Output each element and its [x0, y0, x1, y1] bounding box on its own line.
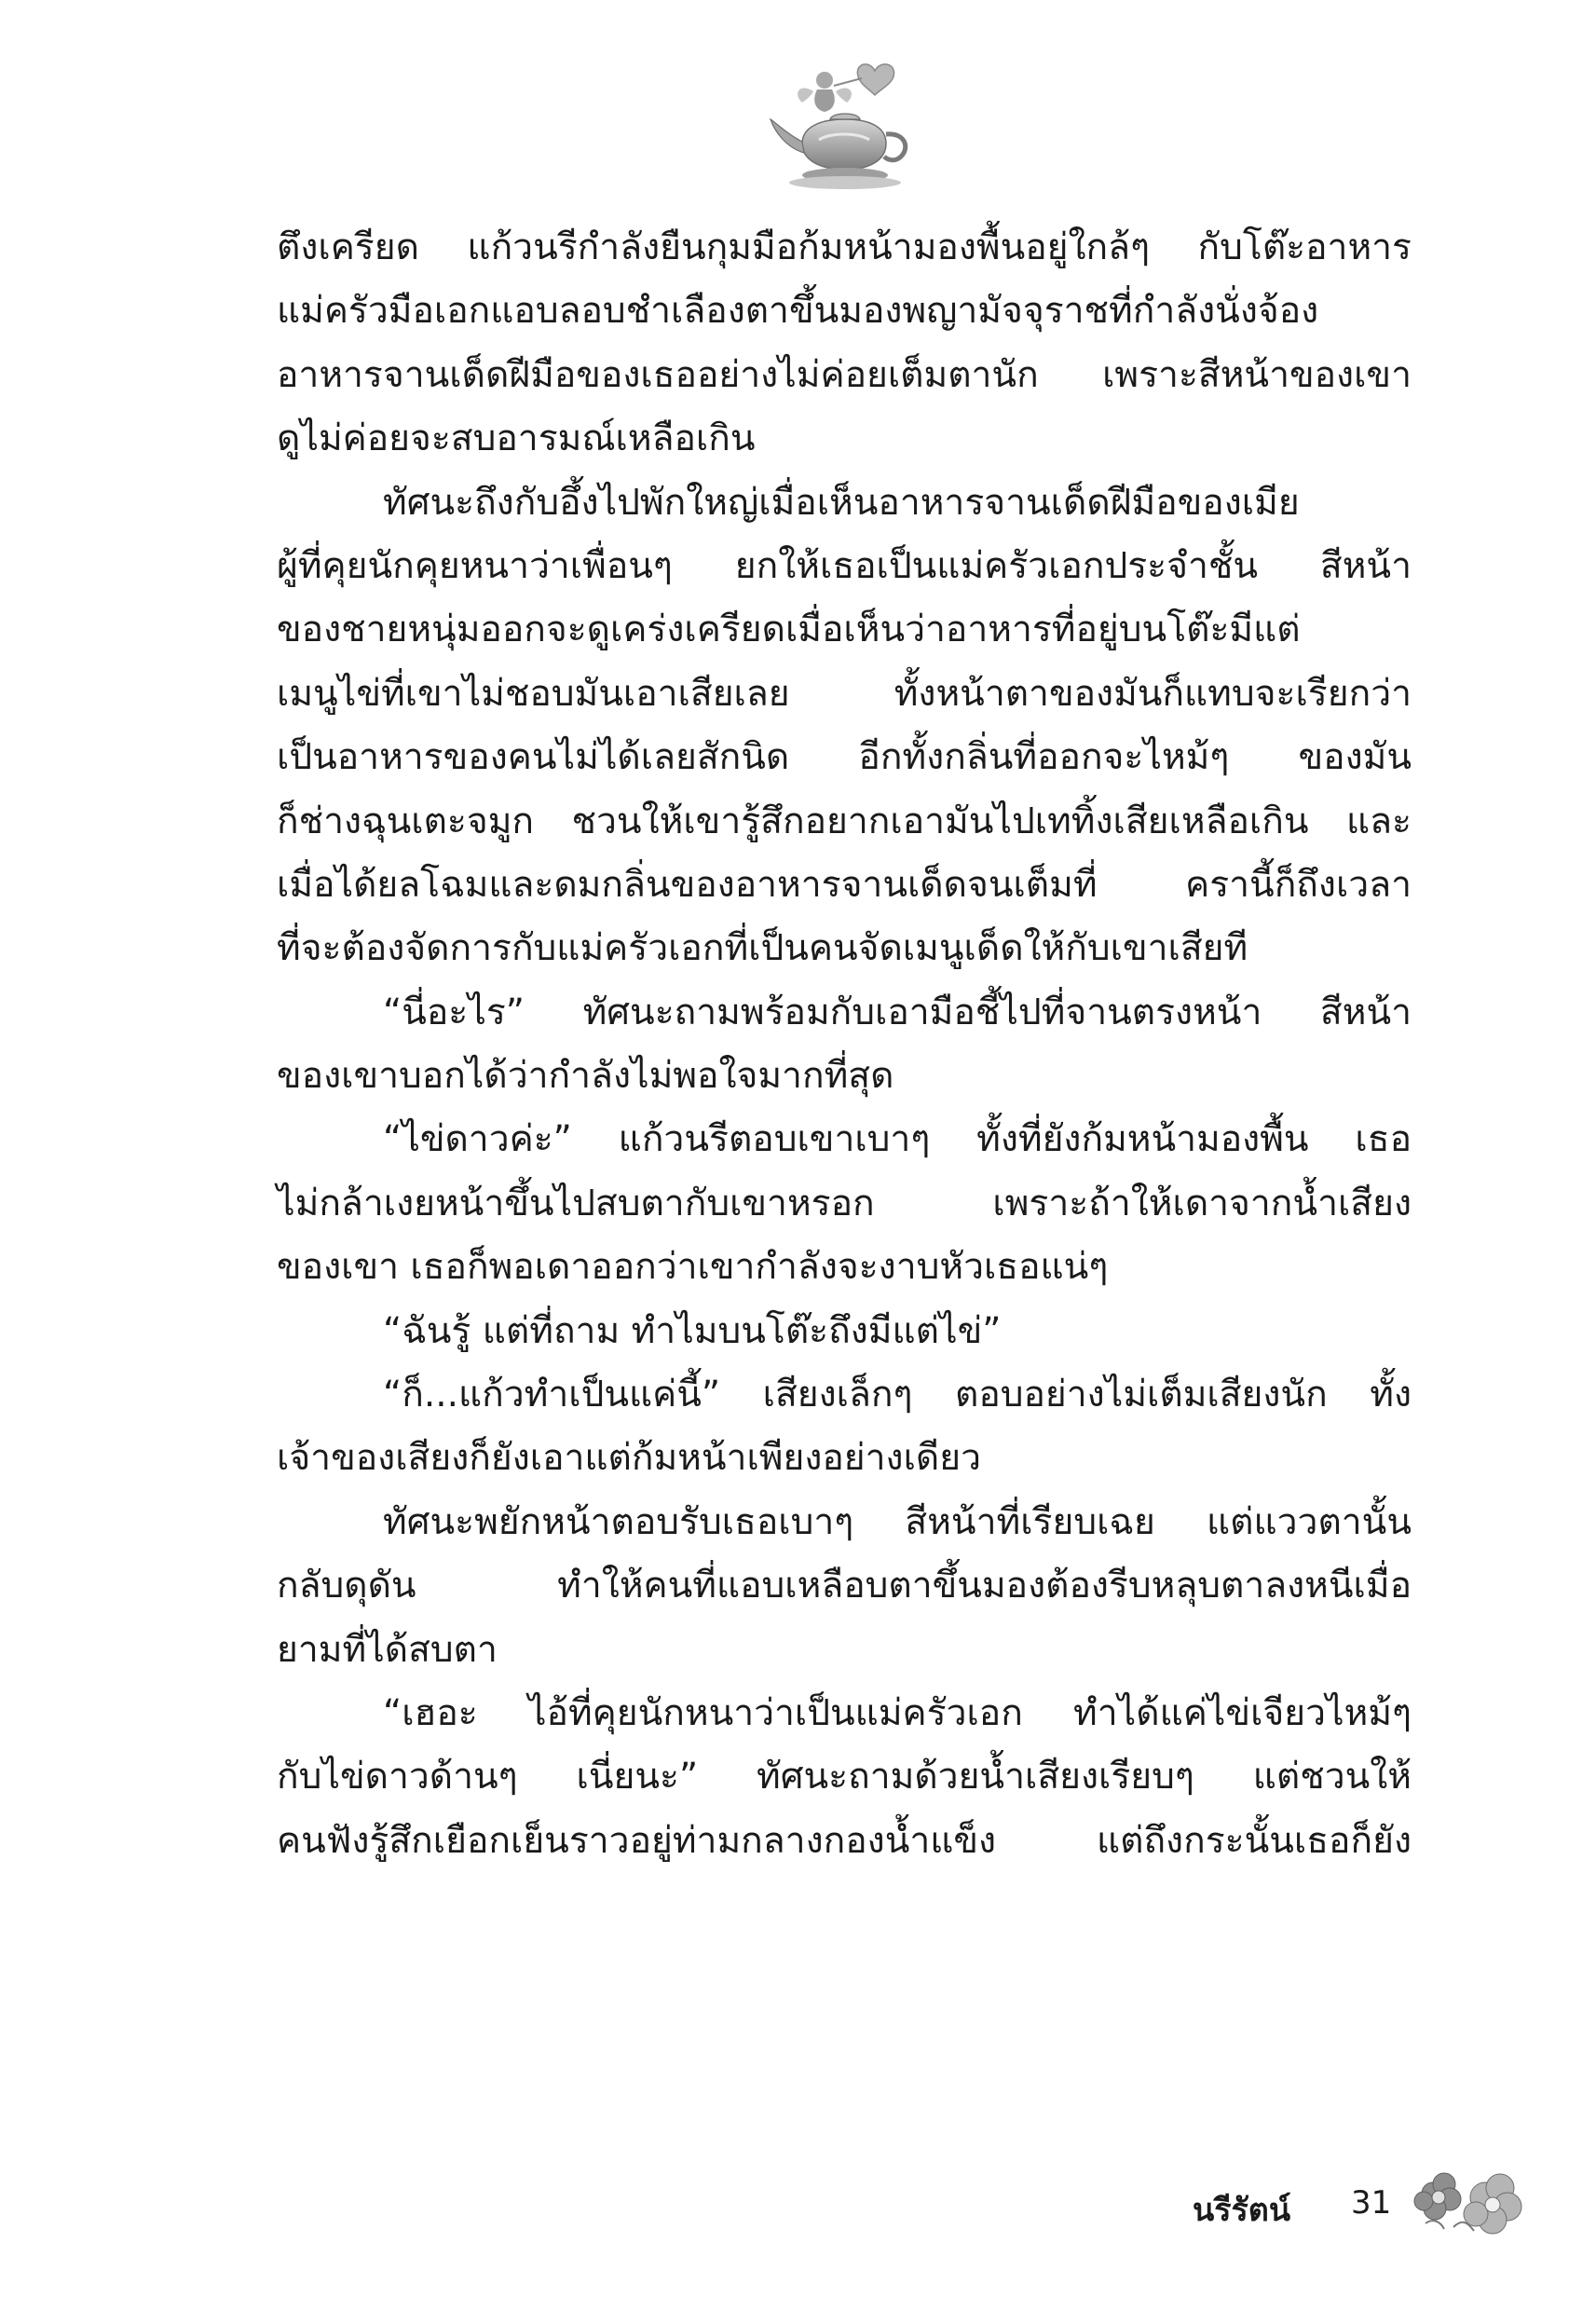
- page-number: 31: [1351, 2184, 1392, 2222]
- teapot-cupid-icon: [765, 54, 923, 194]
- text-line: ที่จะต้องจัดการกับแม่ครัวเอกที่เป็นคนจัดเมนูเด็ดให้กับเขาเสียที: [277, 927, 1248, 970]
- text-line: ผู้ที่คุยนักคุยหนาว่าเพื่อนๆ ยกให้เธอเป็นแม่ครัวเอกประจำชั้น สีหน้า: [277, 544, 1412, 587]
- text-line: “ก็...แก้วทำเป็นแค่นี้” เสียงเล็กๆ ตอบอย่างไม่เต็มเสียงนัก ทั้ง: [383, 1374, 1412, 1416]
- text-line: ก็ช่างฉุนเตะจมูก ชวนให้เขารู้สึกอยากเอามันไปเททิ้งเสียเหลือเกิน และ: [277, 800, 1412, 842]
- text-line: อาหารจานเด็ดฝีมือของเธออย่างไม่ค่อยเต็มตานัก เพราะสีหน้าของเขา: [277, 353, 1412, 396]
- text-line: ทัศนะถึงกับอึ้งไปพักใหญ่เมื่อเห็นอาหารจานเด็ดฝีมือของเมีย: [383, 481, 1300, 524]
- text-line: แม่ครัวมือเอกแอบลอบชำเลืองตาขึ้นมองพญามัจจุราชที่กำลังนั่งจ้อง: [277, 290, 1319, 333]
- text-line: กลับดุดัน ทำให้คนที่แอบเหลือบตาขึ้นมองต้องรีบหลุบตาลงหนีเมื่อ: [277, 1565, 1412, 1607]
- flower-icon: [1407, 2162, 1528, 2246]
- text-line: ของเขา เธอก็พอเดาออกว่าเขากำลังจะงาบหัวเธอแน่ๆ: [277, 1246, 1109, 1289]
- footer-author: นรีรัตน์: [1193, 2192, 1291, 2229]
- text-line: กับไข่ดาวด้านๆ เนี่ยนะ” ทัศนะถามด้วยน้ำเสียงเรียบๆ แต่ชวนให้: [277, 1756, 1412, 1798]
- text-line: เมื่อได้ยลโฉมและดมกลิ่นของอาหารจานเด็ดจนเต็มที่ ครานี้ก็ถึงเวลา: [277, 863, 1412, 906]
- text-line: เมนูไข่ที่เขาไม่ชอบมันเอาเสียเลย ทั้งหน้าตาของมันก็แทบจะเรียกว่า: [277, 672, 1412, 715]
- text-line: “ไข่ดาวค่ะ” แก้วนรีตอบเขาเบาๆ ทั้งที่ยังก้มหน้ามองพื้น เธอ: [383, 1118, 1412, 1161]
- text-line: เจ้าของเสียงก็ยังเอาแต่ก้มหน้าเพียงอย่างเดียว: [277, 1437, 982, 1480]
- text-line: “ฉันรู้ แต่ที่ถาม ทำไมบนโต๊ะถึงมีแต่ไข่”: [383, 1309, 1002, 1352]
- text-line: ของชายหนุ่มออกจะดูเคร่งเครียดเมื่อเห็นว่าอาหารที่อยู่บนโต๊ะมีแต่: [277, 609, 1301, 651]
- text-line: “นี่อะไร” ทัศนะถามพร้อมกับเอามือชี้ไปที่จานตรงหน้า สีหน้า: [383, 991, 1412, 1033]
- body-text: [277, 216, 1412, 1873]
- text-line: ตึงเครียด แก้วนรีกำลังยืนกุมมือก้มหน้ามองพื้นอยู่ใกล้ๆ กับโต๊ะอาหาร: [277, 226, 1412, 268]
- text-line: ของเขาบอกได้ว่ากำลังไม่พอใจมากที่สุด: [277, 1055, 894, 1098]
- text-line: เป็นอาหารของคนไม่ได้เลยสักนิด อีกทั้งกลิ่นที่ออกจะไหม้ๆ ของมัน: [277, 736, 1412, 779]
- text-line: ยามที่ได้สบตา: [277, 1628, 498, 1671]
- text-line: “เฮอะ ไอ้ที่คุยนักหนาว่าเป็นแม่ครัวเอก ทำได้แค่ไข่เจียวไหม้ๆ: [383, 1691, 1412, 1734]
- text-line: ไม่กล้าเงยหน้าขึ้นไปสบตากับเขาหรอก เพราะถ้าให้เดาจากน้ำเสียง: [277, 1182, 1412, 1224]
- text-line: คนฟังรู้สึกเยือกเย็นราวอยู่ท่ามกลางกองน้ำแข็ง แต่ถึงกระนั้นเธอก็ยัง: [277, 1819, 1412, 1862]
- text-line: ดูไม่ค่อยจะสบอารมณ์เหลือเกิน: [277, 417, 756, 460]
- page-footer: [1183, 2171, 1537, 2246]
- text-line: ทัศนะพยักหน้าตอบรับเธอเบาๆ สีหน้าที่เรียบเฉย แต่แววตานั้น: [383, 1500, 1412, 1543]
